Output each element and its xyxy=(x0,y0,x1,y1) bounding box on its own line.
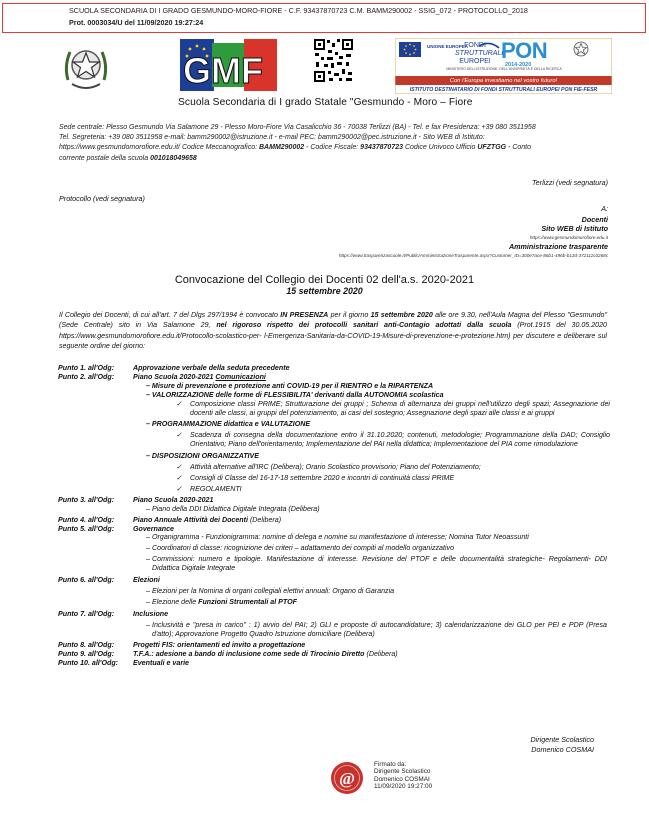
pon-fondi-strutturali-banner xyxy=(395,38,612,94)
pon-fondi-text: FONDI xyxy=(464,42,486,49)
agenda-dash-text-part: Elezione delle xyxy=(152,597,199,606)
agenda-title-text: Piano Scuola 2020-2021 xyxy=(133,372,216,381)
codice-meccanografico: BAMM290002 xyxy=(259,144,305,152)
agenda-label: Punto 9. all'Odg: xyxy=(58,650,115,659)
address-cf-label: - Codice Fiscale: xyxy=(304,144,361,152)
signature-name: Domenico COSMAI xyxy=(531,745,594,754)
svg-text:@: @ xyxy=(339,769,355,788)
dash-bullet: – xyxy=(146,533,150,542)
agenda-item-7 xyxy=(58,610,618,619)
document-date: 15 settembre 2020 xyxy=(286,286,363,296)
agenda-title: Progetti FIS: orientamenti ed invito a progettazione xyxy=(133,641,306,650)
agenda-title: Inclusione xyxy=(133,609,169,618)
agenda-subitem: – DISPOSIZIONI ORGANIZZATIVE xyxy=(146,452,259,461)
address-cuu-label: Codice Univoco Ufficio xyxy=(403,144,478,152)
agenda-dash-item xyxy=(58,555,618,573)
agenda-label: Punto 6. all'Odg: xyxy=(58,576,115,585)
agenda-title xyxy=(133,650,398,659)
address-line-4 xyxy=(59,154,609,164)
address-website: https://www.gesmundomorofiore.edu.it/ Codice Meccanografico: xyxy=(59,144,259,152)
intro-text-3: alle ore 9.30, nell'Aula Magna del Plesso "Gesmundo" (Sede Centrale) sito in Via Salamone 29, xyxy=(59,311,607,330)
agenda-title-text: Piano Annuale Attività dei Docenti xyxy=(133,515,248,524)
digital-signature-line: Firmato da: xyxy=(374,761,407,768)
pon-big-label: PON xyxy=(501,38,548,63)
agenda-item-3 xyxy=(58,496,618,505)
dash-bullet: – xyxy=(146,555,150,564)
checkmark-icon: ✓ xyxy=(176,484,182,493)
agenda-title-underlined: Comunicazioni xyxy=(215,372,266,381)
place-date: Terlizzi (vedi segnatura) xyxy=(531,178,608,187)
intro-date: 15 settembre 2020 xyxy=(370,311,433,319)
dash-bullet: – xyxy=(146,504,150,513)
recipient-sito-url[interactable]: https://www.gesmundomorofiore.edu.it xyxy=(529,235,608,240)
qr-code-icon xyxy=(313,38,354,83)
agenda-dash-text: Commissioni: numero e tipologie. Manifestazione di interesse. Revisione del PTOF e delle documentalità strategiche- Regolamenti- DDI Didattica Digitale Integrate xyxy=(152,555,607,573)
pon-years-label: 2014-2020 xyxy=(505,62,532,68)
agenda-label: Punto 4. all'Odg: xyxy=(58,515,115,524)
agenda-check-item xyxy=(58,474,618,483)
protocol-line-number: Prot. 0003034/U del 11/09/2020 19:27:24 xyxy=(69,18,204,27)
agenda-check-item xyxy=(58,400,618,418)
agenda-dash-item xyxy=(58,587,618,596)
dash-bullet: – xyxy=(146,597,150,606)
digital-signature-line: Dirigente Scolastico xyxy=(374,768,431,776)
agenda-title-extra: (Delibera) xyxy=(364,650,398,659)
address-cc-label: corrente postale della scuola xyxy=(59,154,151,162)
recipient-docenti: Docenti xyxy=(581,215,608,224)
document-title: Convocazione del Collegio dei Docenti 02 dell'a.s. 2020-2021 xyxy=(174,274,475,286)
pon-footer: ISTITUTO DESTINATARIO DI FONDI STRUTTURALI EUROPEI PON FIE-FESR xyxy=(409,86,598,93)
agenda-item-9 xyxy=(58,650,618,659)
school-address-block xyxy=(59,123,609,164)
agenda-check-item xyxy=(58,463,618,472)
dash-bullet: – xyxy=(146,620,150,629)
dash-bullet: – xyxy=(146,586,150,595)
agenda-item-5 xyxy=(58,525,618,534)
checkmark-icon: ✓ xyxy=(176,399,182,408)
recipient-amministrazione: Amministrazione trasparente xyxy=(508,242,608,251)
codice-univoco: UFZTGG xyxy=(477,144,507,152)
agenda-item-2 xyxy=(58,373,618,382)
agenda-item-10 xyxy=(58,659,618,668)
school-name: Scuola Secondaria di I grado Statale "Gesmundo - Moro – Fiore xyxy=(178,97,473,108)
agenda-check-text: REGOLAMENTI xyxy=(190,484,242,493)
intro-paragraph xyxy=(59,310,607,352)
agenda-dash-text: Organigramma - Funzionigramma: nomine di delega e nomine su manifestazione di interesse; Nomina Tutor Neoassunti xyxy=(152,533,529,542)
agenda-check-text: Scadenza di consegna della documentazione entro il 31.10.2020; contenuti, metodologie; Programmazione della DAD; Consiglio Orientativo; Piano dell'orientamento; Implementazione del PAI nella didattica; Implementazione del PIA come rimodulazione xyxy=(190,431,610,449)
address-line-2: Tel. Segreteria: +39 080 3511958 e-mail: bamm290002@istruzione.it - e-mail PEC: bamm290002@pec.istruzione.it - Sito WEB di Istituto: xyxy=(59,134,485,142)
checkmark-icon: ✓ xyxy=(176,463,182,472)
address-line-3 xyxy=(59,143,609,153)
agenda-item-1 xyxy=(58,364,618,373)
agenda-title: Elezioni xyxy=(133,576,160,585)
agenda-subitem: – VALORIZZAZIONE delle forme di FLESSIBILITA' derivanti dalla AUTONOMIA scolastica xyxy=(146,390,444,399)
amministrazione-url[interactable]: https://www.trasparenzascuole.it/Public/AmministrazioneTrasparente.aspx?Customer_ID=300e7ace-86b1-496b-b13d-372111c0268c xyxy=(338,253,608,258)
signature-role: Dirigente Scolastico xyxy=(530,735,594,744)
agenda-title: Approvazione verbale della seduta precedente xyxy=(133,364,290,372)
protocollo-note: Protocollo (vedi segnatura) xyxy=(59,194,145,203)
agenda-label: Punto 2. all'Odg: xyxy=(58,372,115,381)
agenda-check-item xyxy=(58,485,618,494)
agenda-label: Punto 5. all'Odg: xyxy=(58,524,115,533)
intro-protocol-emphasis: nel rigoroso rispetto dei protocolli sanitari anti-Contagio adottati dalla scuola xyxy=(216,321,512,330)
pon-ue-label: UNIONE EUROPEA xyxy=(427,44,469,49)
agenda-dash-item xyxy=(58,544,618,553)
pon-strutturali-text: STRUTTURALI xyxy=(455,50,504,57)
agenda-dash-item xyxy=(58,621,618,639)
agenda-dash-item xyxy=(58,505,618,514)
agenda-dash-text xyxy=(152,598,607,607)
italian-republic-emblem-icon xyxy=(62,40,110,92)
agenda-check-text: Attività alternative all'IRC (Delibera); Orario Scolastico provvisorio; Piano del Potenziamento; xyxy=(190,463,481,472)
agenda-check-text: Consigli di Classe del 16-17-18 settembre 2020 e incontri di continuità classi PRIME xyxy=(190,473,455,482)
agenda-title: Governance xyxy=(133,524,175,533)
agenda-dash-item xyxy=(58,598,618,607)
agenda-check-item xyxy=(58,431,618,449)
checkmark-icon: ✓ xyxy=(176,473,182,482)
pon-europei-text: EUROPEI xyxy=(459,58,491,65)
checkmark-icon: ✓ xyxy=(176,431,182,440)
recipients-block xyxy=(509,204,608,251)
codice-fiscale: 93437870723 xyxy=(360,144,403,152)
agenda-title xyxy=(133,373,266,382)
agenda-title-text: T.F.A.: adesione a bando di inclusione come sede di Tirocinio Diretto xyxy=(133,650,365,659)
recipients-to: A: xyxy=(601,204,608,213)
agenda-dash-text: Elezioni per la Nomina di organi collegiali elettivi annuali: Organo di Garanzia xyxy=(152,586,395,595)
address-conto-label: - Conto xyxy=(506,144,531,152)
agenda-title: Piano Scuola 2020-2021 xyxy=(133,495,214,504)
conto-corrente: 001018049658 xyxy=(150,154,197,162)
agenda-item-4 xyxy=(58,516,618,525)
agenda-check-text: Composizione classi PRIME; Strutturazione dei gruppi ; Schema di alternanza dei gruppi nell'utilizzo degli spazi; Assegnazione dei docenti alle classi, ai gruppi del potenziamento, ai casi del sostegno; Assegnazione degli spazi alle classi e ai gruppi xyxy=(190,399,610,417)
pon-fondi-label xyxy=(455,42,504,66)
agenda-dash-text: Piano della DDI Didattica Digitale Integrata (Delibera) xyxy=(152,504,320,513)
agenda-item-6 xyxy=(58,576,618,585)
dash-bullet: – xyxy=(146,544,150,553)
agenda-label: Punto 3. all'Odg: xyxy=(58,495,115,504)
agenda-subitem: – PROGRAMMAZIONE didattica e VALUTAZIONE xyxy=(146,420,311,429)
agenda-subitem: – Misure di prevenzione e protezione anti COVID-19 per il RIENTRO e la RIPARTENZA xyxy=(146,381,434,390)
intro-text-1: Il Collegio dei Docenti, di cui all'art. 7 del Dlgs 297/1994 è convocato xyxy=(59,311,281,319)
pon-slogan: Con l'Europa investiamo nel vostro futuro! xyxy=(449,77,558,84)
gmf-school-logo-icon xyxy=(180,39,277,91)
agenda-label: Punto 10. all'Odg: xyxy=(58,659,119,668)
digital-signature-line: Domenico COSMAI xyxy=(374,775,430,783)
intro-text-2: per il giorno xyxy=(328,311,371,319)
signature-block xyxy=(530,735,594,755)
agenda-item-8 xyxy=(58,641,618,650)
agenda-title: Eventuali e varie xyxy=(133,659,189,668)
agenda-title-extra: (Delibera) xyxy=(247,515,282,524)
intro-in-presenza: IN PRESENZA xyxy=(280,311,329,319)
recipient-sito: Sito WEB di Istituto xyxy=(541,224,608,233)
digital-signature-text xyxy=(374,761,432,791)
agenda-dash-text: Inclusività e "presa in carico" : 1) avvio del PAI; 2) GLI e proposte di autocandidature; 3) calendarizzazione dei GLO per PEI e PDP (Presa d'atto); Approvazione Progetto Quadro Istruzione domiciliare (Delibera) xyxy=(152,620,607,638)
agenda-label: Punto 8. all'Odg: xyxy=(58,641,115,650)
agenda-dash-item xyxy=(58,533,618,542)
agenda-list xyxy=(58,364,618,668)
agenda-title xyxy=(133,516,281,525)
digital-signature-line: 11/09/2020 19:27:00 xyxy=(374,783,433,791)
protocol-stamp-box xyxy=(2,3,646,33)
intro-text-4: (Prot.1915 del 30.05.2020 https://www.gesmundomorofiore.edu.it/Protocollo-scolastico-per- l-Emergenza-Sanitaria-da-COVID-19-Misure-di-prevenzione-e-protezione.htm) per discutere e deliberare sul seguente ordine del giorno: xyxy=(59,321,607,351)
svg-text:GMF: GMF xyxy=(183,50,263,91)
agenda-dash-text-bold: Funzioni Strumentali al PTOF xyxy=(198,597,297,606)
address-line-1: Sede centrale: Plesso Gesmundo Via Salamone 29 - Plesso Moro-Fiore Via Casalicchio 36 - 70038 Terlizzi (BA) - Tel. e fax Presidenza: +39 080 3511958 xyxy=(59,124,536,131)
pon-ministry-label: MINISTERO DELL'ISTRUZIONE, DELL'UNIVERSITÀ E DELLA RICERCA xyxy=(446,67,562,71)
agenda-label: Punto 1. all'Odg: xyxy=(58,364,115,372)
agenda-dash-text: Coordinatori di classe: ricognizione dei criteri – adattamento dei compiti al modello organizzativo xyxy=(152,544,455,553)
digital-seal-icon xyxy=(330,761,364,795)
agenda-label: Punto 7. all'Odg: xyxy=(58,609,115,618)
protocol-line-school: SCUOLA SECONDARIA DI I GRADO GESMUNDO-MORO-FIORE - C.F. 93437870723 C.M. BAMM290002 - SSIG_072 - PROTOCOLLO_2018 xyxy=(69,6,528,15)
